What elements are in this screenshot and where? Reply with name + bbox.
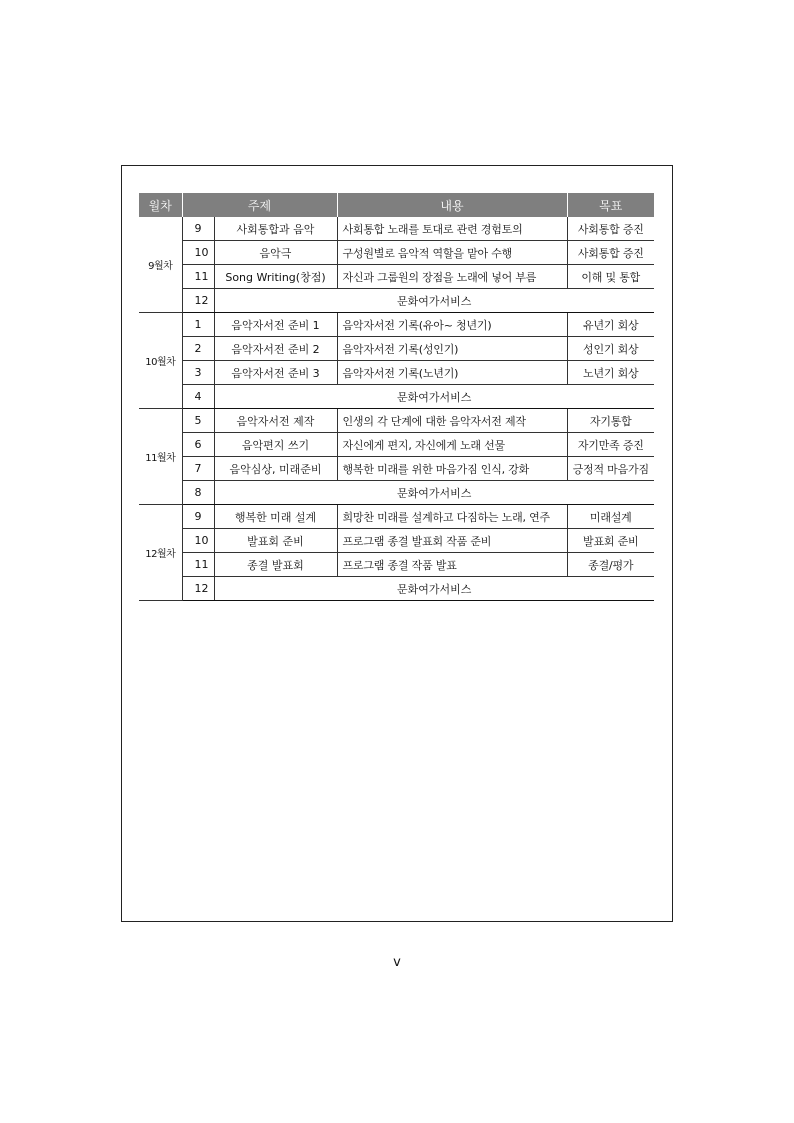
topic-cell: 종결 발표회 [214, 553, 337, 577]
goal-cell: 유년기 회상 [567, 313, 654, 337]
session-number: 7 [182, 457, 214, 481]
page-number: v [393, 955, 401, 970]
topic-cell: 음악자서전 준비 3 [214, 361, 337, 385]
header-month: 월차 [139, 193, 182, 217]
table-row [139, 385, 654, 409]
session-number: 11 [182, 553, 214, 577]
content-cell: 음악자서전 기록(노년기) [337, 361, 567, 385]
content-cell: 프로그램 종결 발표회 작품 준비 [337, 529, 567, 553]
session-number: 2 [182, 337, 214, 361]
table-row [139, 505, 654, 529]
table-row [139, 457, 654, 481]
table-row [139, 361, 654, 385]
topic-cell: 행복한 미래 설계 [214, 505, 337, 529]
content-cell: 사회통합 노래를 토대로 관련 경험토의 [337, 217, 567, 241]
topic-cell: 음악자서전 준비 1 [214, 313, 337, 337]
header-topic: 주제 [182, 193, 337, 217]
topic-cell: 음악편지 쓰기 [214, 433, 337, 457]
table-row [139, 241, 654, 265]
month-cell: 12월차 [139, 505, 182, 601]
goal-cell: 이해 및 통합 [567, 265, 654, 289]
session-number: 3 [182, 361, 214, 385]
content-cell: 희망찬 미래를 설계하고 다짐하는 노래, 연주 [337, 505, 567, 529]
month-cell: 9월차 [139, 217, 182, 313]
session-number: 9 [182, 505, 214, 529]
table-row [139, 409, 654, 433]
table-row [139, 553, 654, 577]
service-cell: 문화여가서비스 [214, 289, 654, 313]
content-cell: 프로그램 종결 작품 발표 [337, 553, 567, 577]
goal-cell: 사회통합 증진 [567, 217, 654, 241]
table-header-row [139, 193, 654, 217]
topic-cell: 음악심상, 미래준비 [214, 457, 337, 481]
session-number: 10 [182, 241, 214, 265]
table-row [139, 529, 654, 553]
table-row [139, 289, 654, 313]
service-cell: 문화여가서비스 [214, 385, 654, 409]
goal-cell: 발표회 준비 [567, 529, 654, 553]
session-number: 12 [182, 577, 214, 601]
topic-cell: 음악극 [214, 241, 337, 265]
content-cell: 인생의 각 단계에 대한 음악자서전 제작 [337, 409, 567, 433]
table-row [139, 481, 654, 505]
content-cell: 음악자서전 기록(유아~ 청년기) [337, 313, 567, 337]
schedule-table [139, 193, 654, 601]
table-row [139, 313, 654, 337]
goal-cell: 미래설계 [567, 505, 654, 529]
goal-cell: 성인기 회상 [567, 337, 654, 361]
content-cell: 음악자서전 기록(성인기) [337, 337, 567, 361]
content-cell: 행복한 미래를 위한 마음가짐 인식, 강화 [337, 457, 567, 481]
month-cell: 11월차 [139, 409, 182, 505]
service-cell: 문화여가서비스 [214, 577, 654, 601]
table-row [139, 433, 654, 457]
month-cell: 10월차 [139, 313, 182, 409]
table-row [139, 265, 654, 289]
header-goal: 목표 [567, 193, 654, 217]
header-content: 내용 [337, 193, 567, 217]
service-cell: 문화여가서비스 [214, 481, 654, 505]
table-row [139, 337, 654, 361]
topic-cell: 발표회 준비 [214, 529, 337, 553]
content-cell: 자신과 그룹원의 장점을 노래에 넣어 부름 [337, 265, 567, 289]
goal-cell: 자기만족 증진 [567, 433, 654, 457]
content-cell: 자신에게 편지, 자신에게 노래 선물 [337, 433, 567, 457]
goal-cell: 노년기 회상 [567, 361, 654, 385]
topic-cell: 음악자서전 제작 [214, 409, 337, 433]
goal-cell: 긍정적 마음가짐 [567, 457, 654, 481]
session-number: 6 [182, 433, 214, 457]
topic-cell: Song Writing(창점) [214, 265, 337, 289]
goal-cell: 자기통합 [567, 409, 654, 433]
session-number: 9 [182, 217, 214, 241]
session-number: 8 [182, 481, 214, 505]
topic-cell: 사회통합과 음악 [214, 217, 337, 241]
goal-cell: 사회통합 증진 [567, 241, 654, 265]
content-cell: 구성원별로 음악적 역할을 맡아 수행 [337, 241, 567, 265]
session-number: 10 [182, 529, 214, 553]
session-number: 4 [182, 385, 214, 409]
table-row [139, 217, 654, 241]
goal-cell: 종결/평가 [567, 553, 654, 577]
table-row [139, 577, 654, 601]
session-number: 12 [182, 289, 214, 313]
session-number: 1 [182, 313, 214, 337]
session-number: 5 [182, 409, 214, 433]
topic-cell: 음악자서전 준비 2 [214, 337, 337, 361]
session-number: 11 [182, 265, 214, 289]
